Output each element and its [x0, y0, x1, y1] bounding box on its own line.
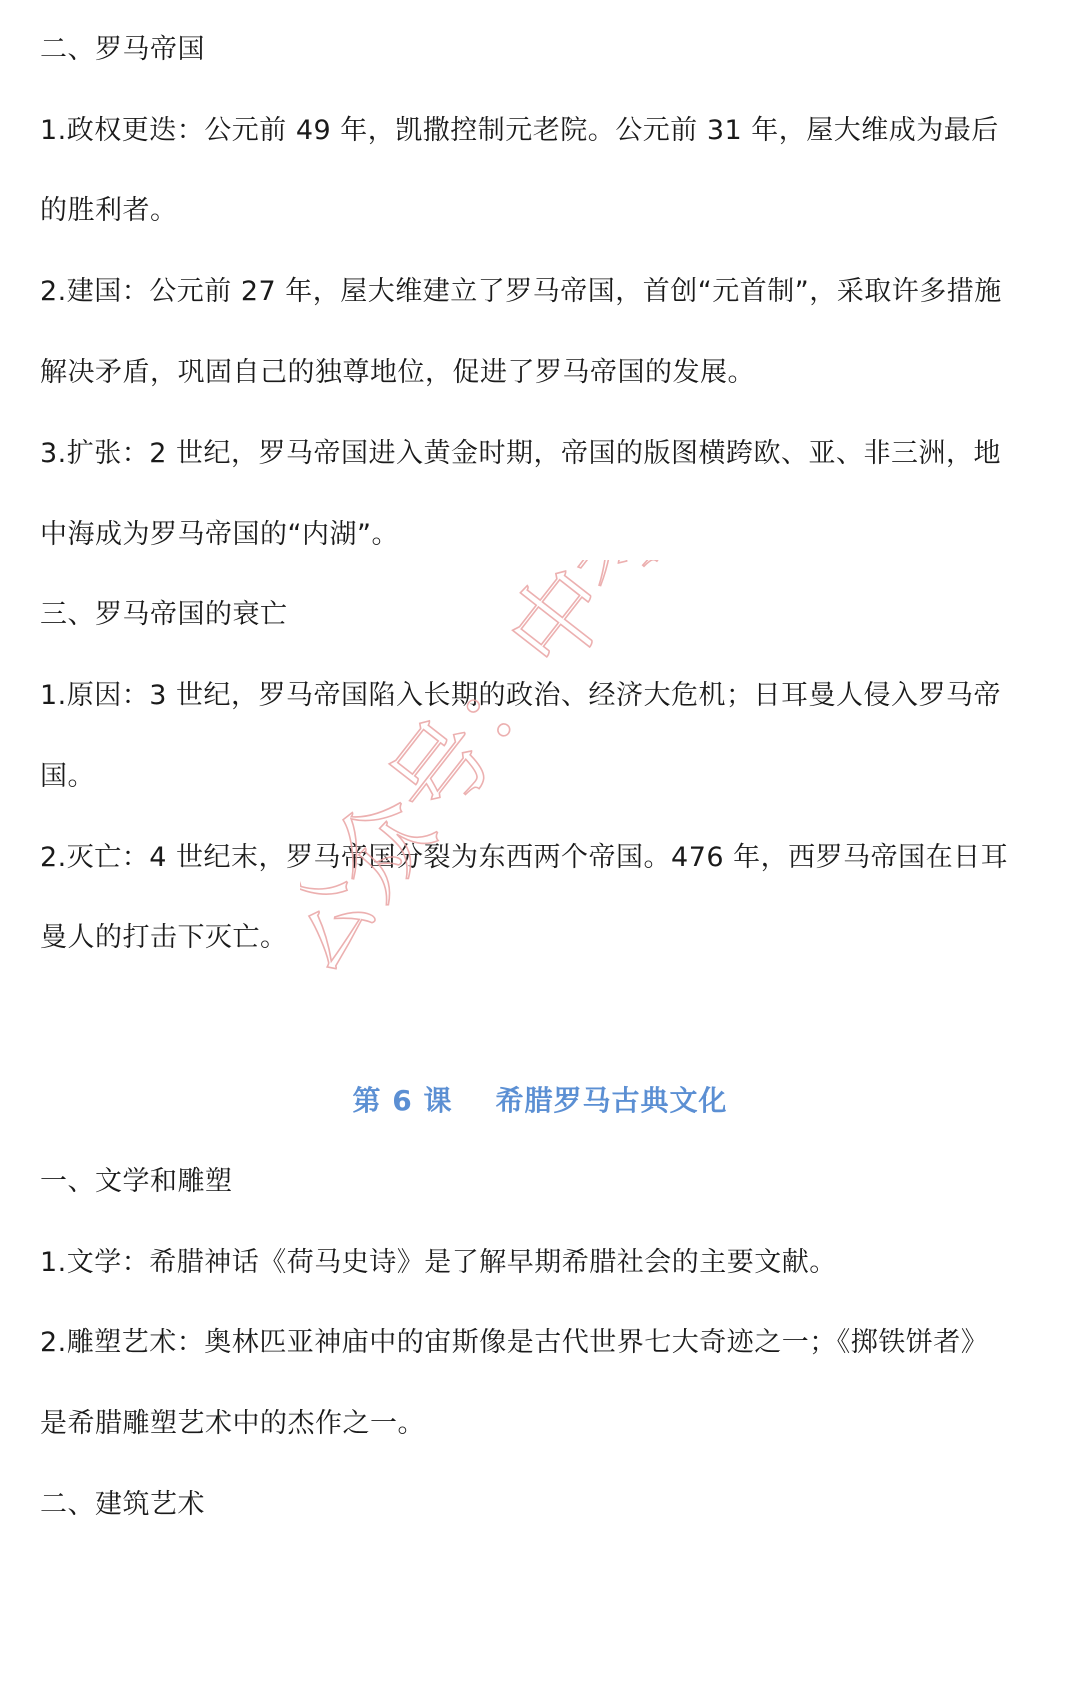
paragraph-line: 中海成为罗马帝国的“内湖”。 [40, 519, 399, 550]
paragraph-line: 1.政权更迭：公元前 49 年，凯撒控制元老院。公元前 31 年，屋大维成为最后 [40, 115, 999, 146]
paragraph-line: 2.建国：公元前 27 年，屋大维建立了罗马帝国，首创“元首制”，采取许多措施 [40, 276, 1002, 307]
paragraph-line: 2.灭亡：4 世纪末，罗马帝国分裂为东西两个帝国。476 年，西罗马帝国在日耳 [40, 842, 1009, 873]
section-heading-literature: 一、文学和雕塑 [40, 1166, 233, 1197]
watermark-text: 公众号：中考 [300, 560, 693, 995]
paragraph-line: 3.扩张：2 世纪，罗马帝国进入黄金时期，帝国的版图横跨欧、亚、非三洲，地 [40, 438, 1002, 469]
paragraph-line: 是希腊雕塑艺术中的杰作之一。 [40, 1408, 425, 1439]
paragraph-line: 1.文学：希腊神话《荷马史诗》是了解早期希腊社会的主要文献。 [40, 1247, 837, 1278]
paragraph-line: 国。 [40, 761, 95, 792]
section-heading-decline: 三、罗马帝国的衰亡 [40, 599, 288, 630]
paragraph-line: 2.雕塑艺术：奥林匹亚神庙中的宙斯像是古代世界七大奇迹之一；《掷铁饼者》 [40, 1327, 989, 1358]
section-heading-roman-empire: 二、罗马帝国 [40, 34, 205, 65]
lesson-title: 第 6 课 希腊罗马古典文化 [352, 1084, 728, 1117]
paragraph-line: 解决矛盾，巩固自己的独尊地位，促进了罗马帝国的发展。 [40, 357, 755, 388]
paragraph-line: 1.原因：3 世纪，罗马帝国陷入长期的政治、经济大危机；日耳曼人侵入罗马帝 [40, 680, 1002, 711]
paragraph-line: 曼人的打击下灭亡。 [40, 922, 288, 953]
section-heading-architecture: 二、建筑艺术 [40, 1489, 205, 1520]
paragraph-line: 的胜利者。 [40, 195, 178, 226]
